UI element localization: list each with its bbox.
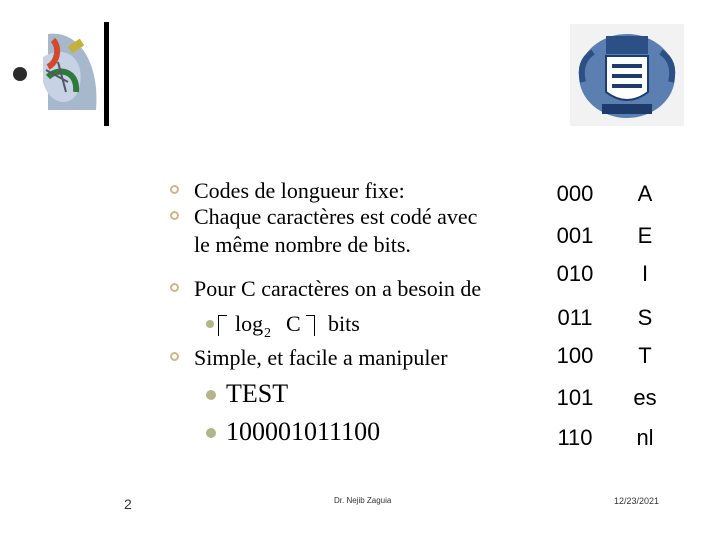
bullet-text: Chaque caractères est codé avec [194, 204, 478, 229]
code-cell: 100 [556, 343, 594, 368]
char-cell: nl [636, 425, 654, 450]
char-cell: T [638, 343, 652, 368]
char-cell: S [637, 305, 653, 330]
example-text: 100001011100 [226, 417, 381, 446]
example-text: TEST [226, 379, 289, 408]
page-number: 2 [124, 496, 132, 512]
fixed-length-code-table [540, 172, 672, 462]
formula-unit: bits [328, 311, 360, 336]
formula-subscript: 2 [264, 326, 271, 341]
university-logo-left [8, 22, 112, 128]
sub-bullet-dot-icon [206, 390, 216, 400]
footer-author: Dr. Nejib Zaguia [334, 496, 392, 505]
bullet-text: Pour C caractères on a besoin de [194, 276, 482, 301]
table-row [540, 378, 672, 418]
code-cell: 011 [557, 305, 593, 330]
char-cell: es [633, 385, 657, 410]
bullet-ring-icon [170, 283, 179, 292]
code-cell: 000 [556, 181, 594, 206]
table-row [540, 418, 672, 458]
bullet-text: Simple, et facile a manipuler [194, 345, 448, 370]
formula-log: log [235, 311, 264, 336]
university-crest-logo [568, 22, 686, 128]
code-cell: 101 [556, 385, 594, 410]
logo-divider-bar [104, 22, 109, 126]
char-cell: I [641, 261, 649, 286]
bullet-ring-icon [170, 352, 179, 361]
ceil-left-bracket-icon [218, 315, 227, 336]
footer-date: 12/23/2021 [614, 496, 660, 506]
table-row [540, 254, 672, 294]
code-cell: 010 [556, 261, 594, 286]
bullet-ring-icon [170, 211, 179, 220]
ceil-right-bracket-icon [306, 315, 315, 336]
table-row [540, 174, 672, 214]
bullet-text-continuation: le même nombre de bits. [194, 232, 411, 257]
formula-ceil-log2-c-bits [218, 311, 378, 339]
bullet-ring-icon [170, 185, 179, 194]
code-cell: 001 [556, 223, 594, 248]
char-cell: E [637, 223, 653, 248]
sub-bullet-dot-icon [206, 320, 214, 328]
bullet-text: Codes de longueur fixe: [194, 178, 405, 203]
table-row [540, 298, 672, 338]
sub-bullet-dot-icon [206, 428, 216, 438]
table-row [540, 216, 672, 256]
code-cell: 110 [557, 425, 593, 450]
char-cell: A [637, 181, 653, 206]
table-row [540, 336, 672, 376]
formula-variable: C [286, 311, 301, 336]
